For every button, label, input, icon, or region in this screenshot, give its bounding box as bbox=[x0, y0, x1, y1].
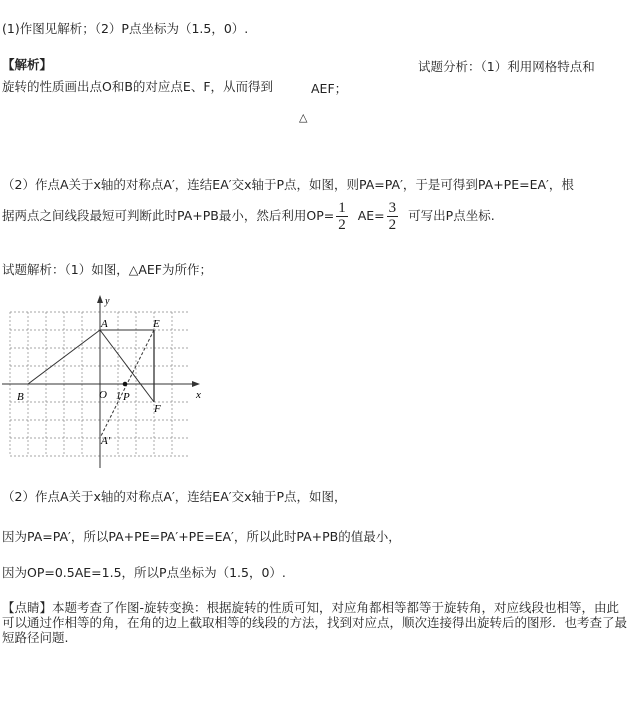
dianjing-paragraph: 【点睛】本题考查了作图-旋转变换：根据旋转的性质可知，对应角都相等都等于旋转角，对应线段也相等，由此可以通过作相等的角，在角的边上截取相等的线段的方法，找到对应点，顺次连接得出旋转后的图形．也考查了最短路径问题. bbox=[2, 600, 628, 645]
label-f: F bbox=[154, 403, 161, 415]
geometry-figure bbox=[2, 292, 202, 470]
part2-line1: （2）作点A关于x轴的对称点A′，连结EA′交x轴于P点，如图，则PA=PA′，于是可得到PA+PE=EA′，根 bbox=[2, 177, 574, 192]
fraction-numerator: 1 bbox=[338, 200, 346, 216]
solution-2: （2）作点A关于x轴的对称点A′，连结EA′交x轴于P点，如图， bbox=[2, 489, 347, 504]
x-axis-arrow bbox=[192, 381, 200, 387]
fraction-numerator: 3 bbox=[388, 200, 397, 216]
fraction-three-halves bbox=[387, 200, 399, 233]
part2-line2-b: AE= bbox=[357, 208, 385, 223]
label-p: P bbox=[123, 391, 130, 403]
point-p bbox=[123, 382, 128, 387]
analysis-label: 试题分析：（1）利用网格特点和 bbox=[418, 59, 595, 74]
segment-ba bbox=[28, 330, 100, 384]
solution-intro: 试题解析：（1）如图，△AEF为所作； bbox=[2, 262, 212, 277]
label-b: B bbox=[17, 391, 24, 403]
label-x: x bbox=[196, 389, 201, 401]
part2-line2 bbox=[2, 198, 495, 234]
fraction-one-half bbox=[336, 200, 348, 233]
solution-4: 因为OP=0.5AE=1.5，所以P点坐标为（1.5，0）. bbox=[2, 565, 286, 580]
jiexi-line2: 旋转的性质画出点O和B的对应点E、F，从而得到 bbox=[2, 79, 274, 94]
label-o: O bbox=[99, 389, 107, 401]
label-one: 1 bbox=[116, 391, 121, 402]
part2-line2-a: 据两点之间线段最短可判断此时PA+PB最小，然后利用OP= bbox=[2, 208, 335, 223]
fraction-denominator: 2 bbox=[388, 217, 397, 233]
jiexi-line2-tail: AEF； bbox=[311, 81, 348, 96]
label-a-prime: A′ bbox=[101, 435, 111, 447]
label-e: E bbox=[153, 318, 160, 330]
part2-line2-c: 可写出P点坐标. bbox=[408, 208, 495, 223]
triangle-symbol: △ bbox=[299, 111, 308, 124]
label-y: y bbox=[105, 296, 110, 307]
fraction-denominator: 2 bbox=[338, 217, 346, 233]
solution-3: 因为PA=PA′，所以PA+PE=PA′+PE=EA′，所以此时PA+PB的值最小， bbox=[2, 529, 401, 544]
answer-line: (1)作图见解析；（2）P点坐标为（1.5，0）. bbox=[2, 21, 249, 36]
label-a: A bbox=[101, 318, 108, 330]
y-axis-arrow bbox=[97, 295, 103, 303]
jiexi-heading: 【解析】 bbox=[2, 57, 53, 72]
